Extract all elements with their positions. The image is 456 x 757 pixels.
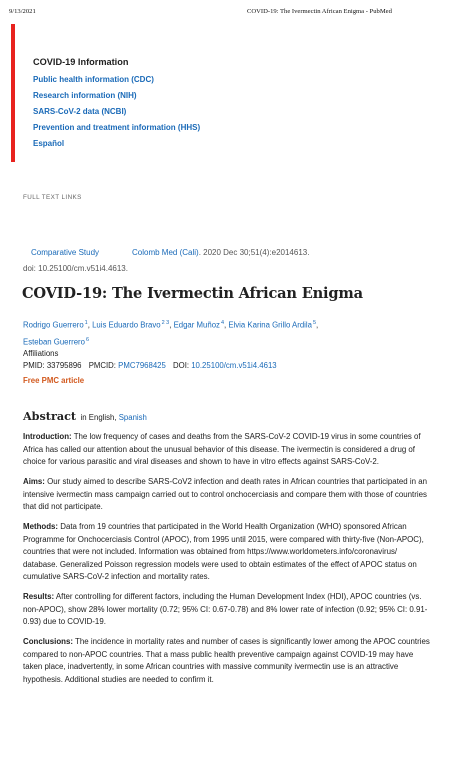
covid-info-links — [33, 74, 200, 154]
abstract-title: Abstract — [23, 409, 77, 423]
abstract-body — [23, 431, 433, 694]
article-title: COVID-19: The Ivermectin African Enigma — [22, 285, 363, 302]
covid-info-box — [11, 24, 265, 162]
covid-link-ncbi[interactable]: SARS-CoV-2 data (NCBI) — [33, 107, 127, 116]
abstract-conclusions: Conclusions: The incidence in mortality rates and number of cases is significantly lower among the APOC countries compared to non-APOC countries. That a mass public health preventive campaign against COVID-19 may have taken place, inadvertently, in some African countries with massive community ivermectin use is an attractive hypothesis. Additional studies are needed to confirm it. — [23, 637, 430, 684]
pmcid-link[interactable]: PMC7968425 — [118, 361, 166, 370]
covid-link-cdc[interactable]: Public health information (CDC) — [33, 75, 154, 84]
author-affiliation-ref[interactable]: 1 — [84, 320, 88, 326]
pmcid-label: PMCID: — [88, 361, 116, 370]
author-list: Rodrigo Guerrero$^1$, Luis Eduardo Bravo$^{2 3}$, Edgar Muñoz$^4$, Elvia Karina Grillo Ardila$^5$, Esteban Guerrero$^6$ — [23, 320, 319, 347]
print-header — [9, 8, 447, 18]
abstract-methods: Methods: Data from 19 countries that participated in the World Health Organization (WHO) sponsored African Programme for Onchocerciasis Control (APOC), from 1995 until 2015, were compared with thirty-five (Non-APOC), countries that were not included. Information was obtained from https://www.worldometers.info/coronavirus/ database. Generalized Poisson regression models were used to obtain estimates of the effect of APOC status on cumulative SARS-CoV-2 infection and mortality rates. — [23, 522, 424, 581]
doi-line: doi: 10.25100/cm.v51i4.4613. — [23, 264, 128, 273]
abstract-spanish-link[interactable]: Spanish — [118, 413, 147, 422]
abstract-aims: Aims: Our study aimed to describe SARS-CoV2 infection and death rates in African countries that participated in an intensive ivermectin mass campaign carried out to control onchocerciasis and compare them with those of countries that did not participate. — [23, 477, 427, 511]
publication-type-link[interactable]: Comparative Study — [31, 248, 100, 257]
author-affiliation-ref[interactable]: 5 — [312, 320, 317, 326]
abstract-languages: in English, Spanish — [80, 413, 147, 422]
author-affiliation-ref[interactable]: 6 — [85, 336, 90, 343]
abstract-results: Results: After controlling for different factors, including the Human Development Index (HDI), APOC countries (vs. non-APOC), show 28% lower mortality (0.72; 95% CI: 0.67-0.78) and 8% lower rate of infection (0.92; 95% CI: 0.91-0.93) due to COVID-19. — [23, 592, 428, 626]
author-link[interactable]: Edgar Muñoz — [173, 320, 220, 330]
free-pmc-badge[interactable]: Free PMC article — [23, 376, 85, 385]
covid-info-heading: COVID-19 Information — [33, 57, 129, 67]
article-identifiers — [23, 361, 277, 370]
citation-details: . 2020 Dec 30;51(4):e2014613. — [198, 248, 310, 257]
pmid: PMID: 33795896 — [23, 361, 82, 370]
abstract-introduction: Introduction: The low frequency of cases and deaths from the SARS-CoV-2 COVID-19 virus in some countries of Africa has called our attention about the unusual behavior of this disease. The ivermectin is considered a drug of choice for various parasitic and viral diseases and shown to have in vitro effects against SARS-CoV-2. — [23, 432, 421, 466]
author-affiliation-ref[interactable]: 4 — [220, 320, 224, 326]
covid-link-espanol[interactable]: Español — [33, 139, 65, 148]
covid-link-nih[interactable]: Research information (NIH) — [33, 91, 137, 100]
journal-link[interactable]: Colomb Med (Cali) — [132, 248, 199, 257]
author-link[interactable]: Rodrigo Guerrero — [23, 320, 84, 330]
citation — [132, 248, 309, 257]
author-link[interactable]: Elvia Karina Grillo Ardila — [228, 320, 312, 330]
author-affiliation-ref[interactable]: 2 3 — [161, 320, 170, 326]
author-link[interactable]: Luis Eduardo Bravo — [92, 320, 161, 330]
full-text-links-label: FULL TEXT LINKS — [23, 194, 82, 201]
abstract-heading — [23, 407, 147, 425]
doi-link[interactable]: 10.25100/cm.v51i4.4613 — [191, 361, 277, 370]
doi-label: DOI: — [173, 361, 190, 370]
print-page-title: COVID-19: The Ivermectin African Enigma - PubMed — [247, 8, 392, 15]
print-date: 9/13/2021 — [9, 8, 36, 15]
author-link[interactable]: Esteban Guerrero — [23, 337, 85, 347]
covid-link-hhs[interactable]: Prevention and treatment information (HHS) — [33, 123, 201, 132]
affiliations-toggle[interactable]: Affiliations — [23, 349, 59, 358]
